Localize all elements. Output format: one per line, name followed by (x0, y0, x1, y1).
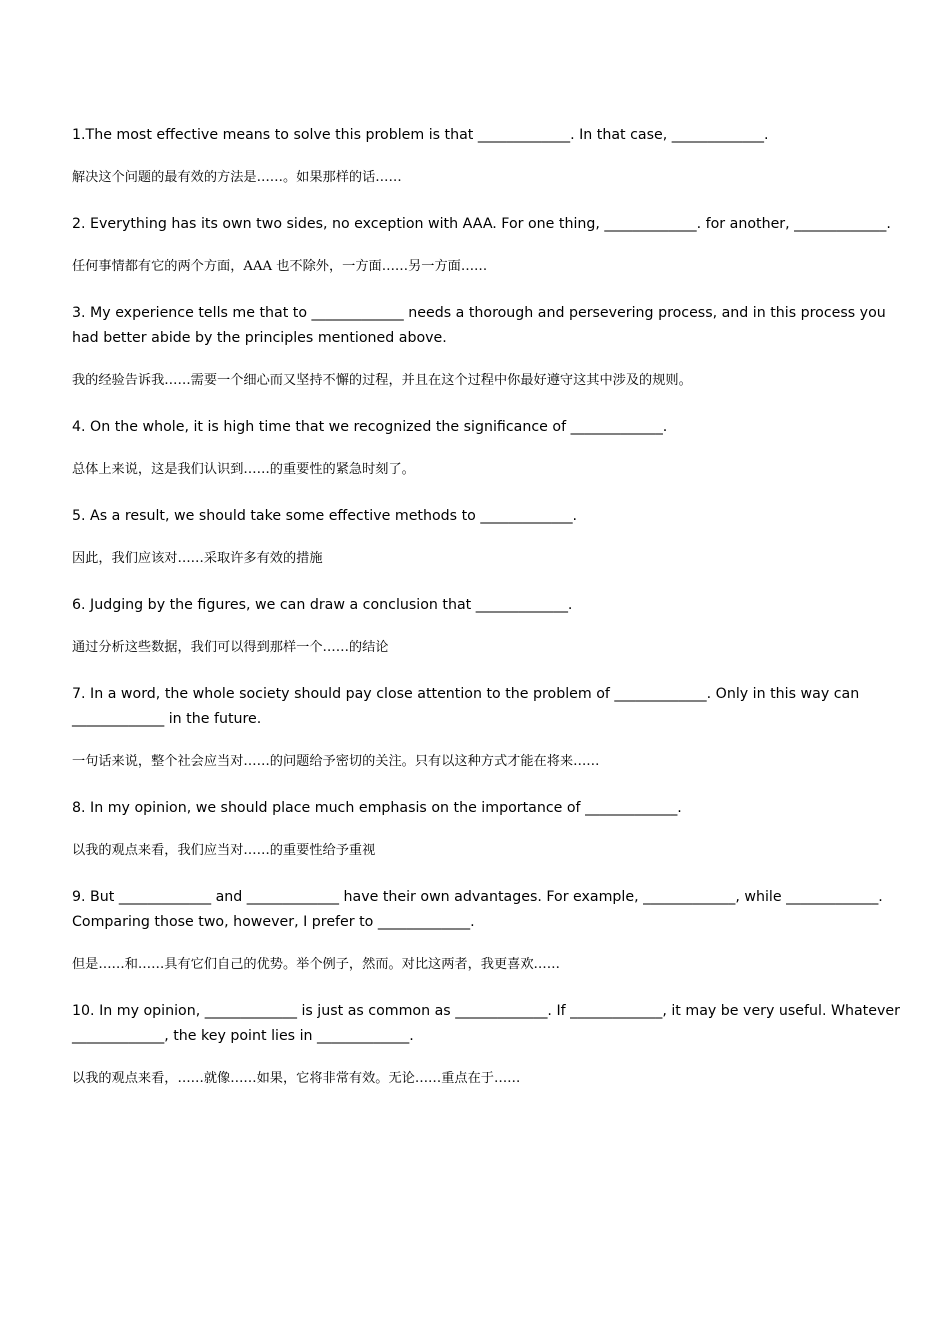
chinese-translation: 因此，我们应该对……采取许多有效的措施 (72, 551, 323, 566)
chinese-translation: 任何事情都有它的两个方面，AAA 也不除外，一方面……另一方面…… (72, 259, 488, 274)
chinese-translation: 一句话来说，整个社会应当对……的问题给予密切的关注。只有以这种方式才能在将来…… (72, 754, 600, 769)
phrase-item-7 (72, 682, 912, 773)
english-sentence: 10. In my opinion, _____________ is just as common as _____________. If _____________, it may be very useful. Whatever _____________, the key point lies in _____________. (72, 1003, 900, 1044)
phrase-item-6 (72, 593, 912, 659)
phrase-item-10 (72, 999, 912, 1090)
chinese-translation: 我的经验告诉我……需要一个细心而又坚持不懈的过程，并且在这个过程中你最好遵守这其中涉及的规则。 (72, 373, 692, 388)
english-sentence: 9. But _____________ and _____________ have their own advantages. For example, _____________, while _____________. Comparing those two, however, I prefer to _____________. (72, 889, 883, 930)
document-page (72, 123, 912, 1090)
english-sentence: 1.The most effective means to solve this problem is that _____________. In that case, _____________. (72, 127, 769, 143)
chinese-translation: 以我的观点来看，……就像……如果，它将非常有效。无论……重点在于…… (72, 1071, 521, 1086)
chinese-translation: 通过分析这些数据，我们可以得到那样一个……的结论 (72, 640, 389, 655)
phrase-item-8 (72, 796, 912, 862)
phrase-item-5 (72, 504, 912, 570)
chinese-translation: 解决这个问题的最有效的方法是……。如果那样的话…… (72, 170, 402, 185)
phrase-item-9 (72, 885, 912, 976)
english-sentence: 2. Everything has its own two sides, no exception with AAA. For one thing, _____________. for another, _____________. (72, 216, 891, 232)
phrase-item-2 (72, 212, 912, 278)
phrase-item-3 (72, 301, 912, 392)
english-sentence: 8. In my opinion, we should place much emphasis on the importance of _____________. (72, 800, 682, 816)
english-sentence: 6. Judging by the figures, we can draw a conclusion that _____________. (72, 597, 573, 613)
phrase-item-4 (72, 415, 912, 481)
chinese-translation: 总体上来说，这是我们认识到……的重要性的紧急时刻了。 (72, 462, 415, 477)
english-sentence: 7. In a word, the whole society should pay close attention to the problem of _____________. Only in this way can _____________ in the future. (72, 686, 860, 727)
chinese-translation: 以我的观点来看，我们应当对……的重要性给予重视 (72, 843, 376, 858)
english-sentence: 4. On the whole, it is high time that we recognized the significance of _____________. (72, 419, 668, 435)
chinese-translation: 但是……和……具有它们自己的优势。举个例子，然而。对比这两者，我更喜欢…… (72, 957, 560, 972)
english-sentence: 5. As a result, we should take some effective methods to _____________. (72, 508, 578, 524)
english-sentence: 3. My experience tells me that to _____________ needs a thorough and persevering process, and in this process you had better abide by the principles mentioned above. (72, 305, 886, 346)
phrase-item-1 (72, 123, 912, 189)
